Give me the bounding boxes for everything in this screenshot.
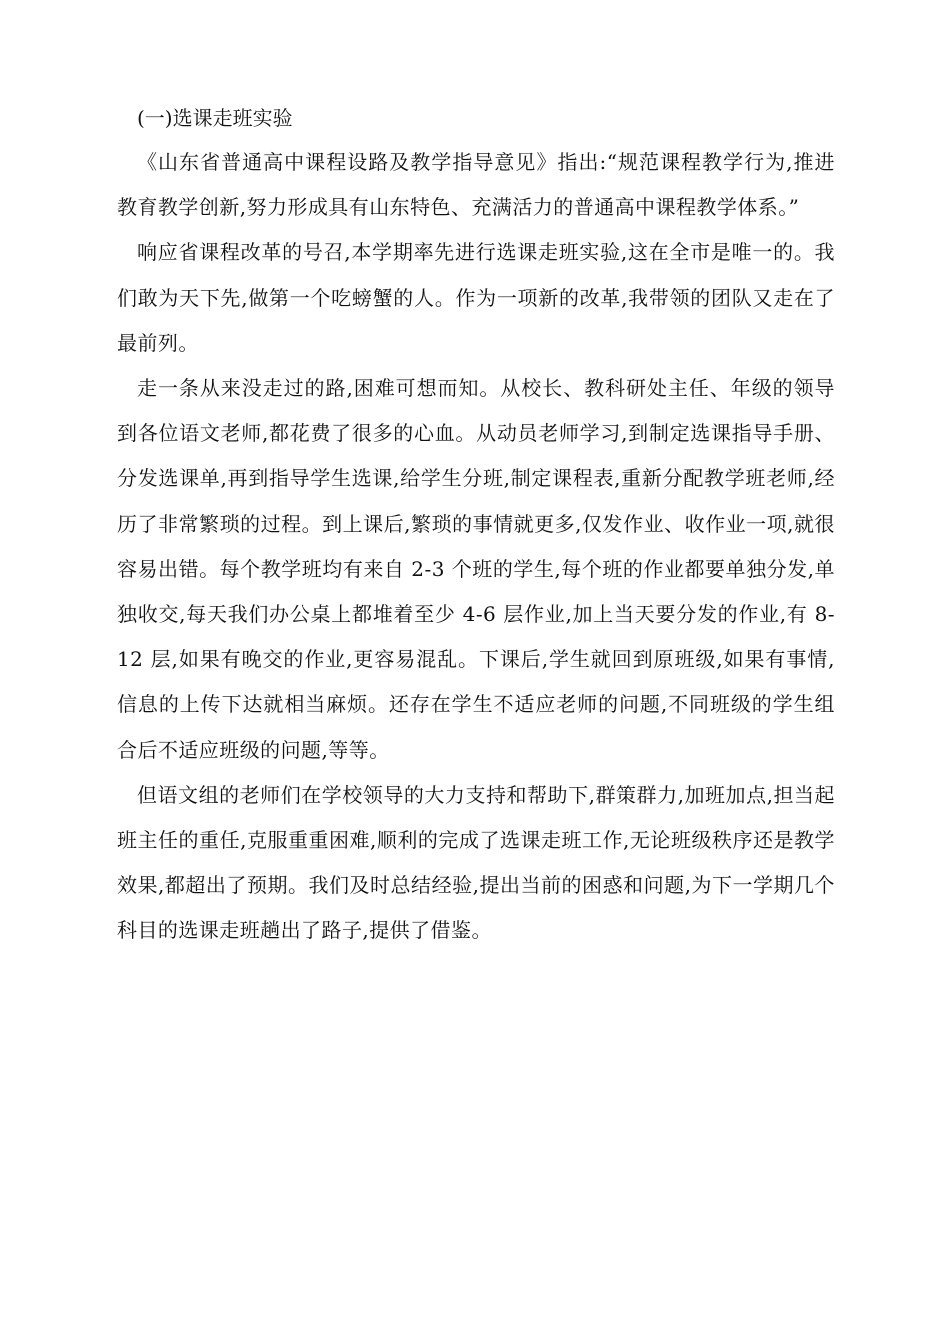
paragraph-4: 但语文组的老师们在学校领导的大力支持和帮助下,群策群力,加班加点,担当起班主任的重任,克服重重困难,顺利的完成了选课走班工作,无论班级秩序还是教学效果,都超出了预期。我们及时总结经验,提出当前的困惑和问题,为下一学期几个科目的选课走班趟出了路子,提供了借鉴。 <box>117 782 835 943</box>
paragraph-1: 《山东省普通高中课程设路及教学指导意见》指出:“规范课程教学行为,推进教育教学创新,努力形成具有山东特色、充满活力的普通高中课程教学体系。” <box>117 150 835 220</box>
document-body <box>117 97 835 954</box>
paragraph-3: 走一条从来没走过的路,困难可想而知。从校长、教科研处主任、年级的领导到各位语文老师,都花费了很多的心血。从动员老师学习,到制定选课指导手册、分发选课单,再到指导学生选课,给学生分班,制定课程表,重新分配教学班老师,经历了非常繁琐的过程。到上课后,繁琐的事情就更多,仅发作业、收作业一项,就很容易出错。每个教学班均有来自 2-3 个班的学生,每个班的作业都要单独分发,单独收交,每天我们办公桌上都堆着至少 4-6 层作业,加上当天要分发的作业,有 8-12 层,如果有晚交的作业,更容易混乱。下课后,学生就回到原班级,如果有事情,信息的上传下达就相当麻烦。还存在学生不适应老师的问题,不同班级的学生组合后不适应班级的问题,等等。 <box>117 376 835 762</box>
section-heading: (一)选课走班实验 <box>137 106 293 130</box>
paragraph-2: 响应省课程改革的号召,本学期率先进行选课走班实验,这在全市是唯一的。我们敢为天下先,做第一个吃螃蟹的人。作为一项新的改革,我带领的团队又走在了最前列。 <box>117 240 835 355</box>
